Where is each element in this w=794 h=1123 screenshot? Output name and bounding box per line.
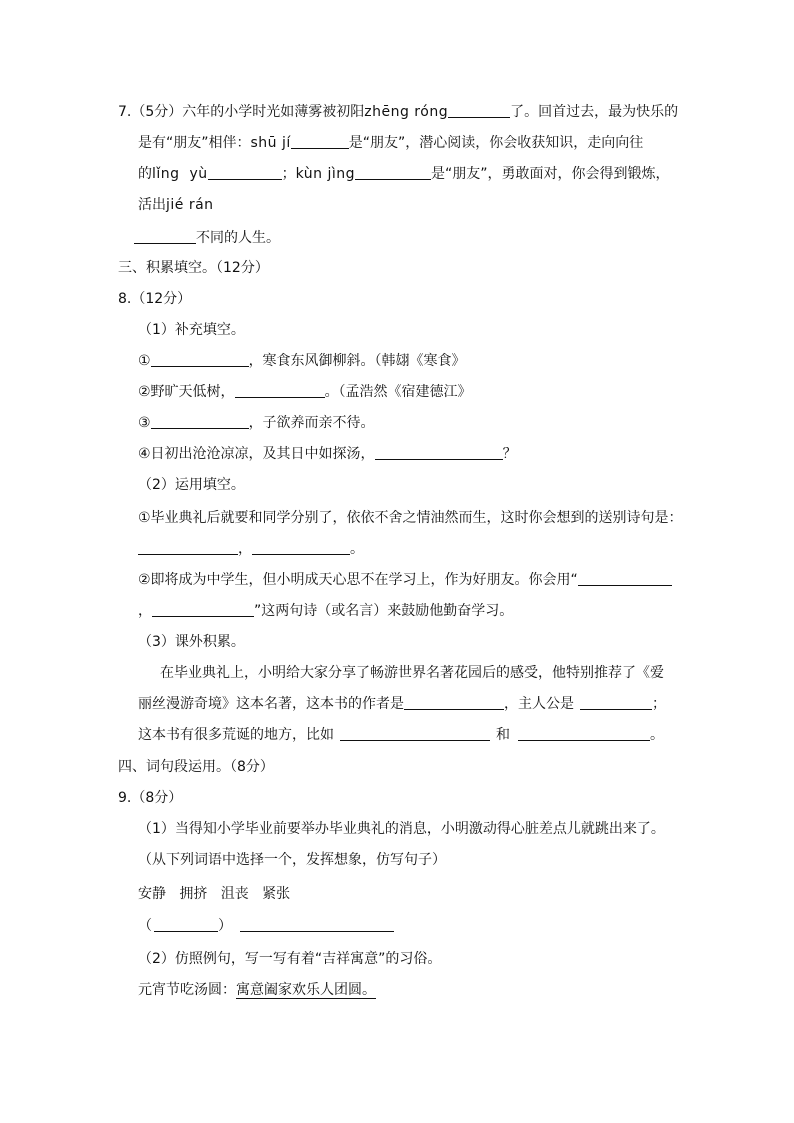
q8-part1-title: （1）补充填空。 xyxy=(138,322,245,338)
q9-paren-open: （ xyxy=(138,918,152,934)
q8-part1-item1 xyxy=(138,351,466,371)
q8-part3-para2 xyxy=(138,694,666,714)
q8-part3-para2c: ； xyxy=(652,696,666,712)
q9-part2-text: （2）仿照例句，写一写有着“吉祥寓意”的习俗。 xyxy=(138,951,442,967)
q7-line1-prefix: 7.（5分）六年的小学时光如薄雾被初阳 xyxy=(118,104,365,120)
q8-item3-text: ，子欲养而亲不待。 xyxy=(248,415,375,431)
q9-part1-instruction: （从下列词语中选择一个，发挥想象，仿写句子） xyxy=(138,852,446,868)
q7-blank-3[interactable] xyxy=(208,165,282,180)
q8-part3-para2a: 丽丝漫游奇境》这本名著，这本书的作者是 xyxy=(138,696,404,712)
q7-blank-4[interactable] xyxy=(355,165,431,180)
section3-title: 三、积累填空。（12分） xyxy=(118,260,269,276)
q8-part2-item1-end: 。 xyxy=(350,541,364,557)
q9-paren-close: ） xyxy=(218,918,232,934)
q8-item2-text1: ②野旷天低树， xyxy=(138,384,235,400)
q7-line3-suffix: 是“朋友”，勇敢面对，你会得到锻炼， xyxy=(431,166,670,182)
section4-title: 四、词句段运用。（8分） xyxy=(118,759,274,775)
q8-part3-para3b: 和 xyxy=(496,727,510,743)
q7-pinyin-kunjing: kùn jìng xyxy=(295,166,356,182)
q8-item2-text2: 。（孟浩然《宿建德江》 xyxy=(324,384,472,400)
q7-line4-text: 活出 xyxy=(138,197,166,213)
q7-pinyin-zhengrong: zhēng róng xyxy=(364,104,449,120)
q8-header: 8.（12分） xyxy=(118,291,192,307)
q9-word-4: 紧张 xyxy=(262,886,291,902)
q8-part1-item2 xyxy=(138,382,472,402)
q8-part2-item2-end: ”这两句诗（或名言）来鼓励他勤奋学习。 xyxy=(254,603,514,619)
q8-part3-title: （3）课外积累。 xyxy=(138,634,245,650)
q9-sentence-blank[interactable] xyxy=(240,917,394,932)
q8-part3-blank-example1[interactable] xyxy=(340,726,490,741)
q7-line5 xyxy=(134,228,280,248)
q8-item1-text: ，寒食东风御柳斜。（韩翃《寒食》 xyxy=(248,353,466,369)
q8-item1-num: ① xyxy=(138,353,151,369)
q8-part3-para3 xyxy=(138,725,664,745)
q8-part3-blank-author[interactable] xyxy=(404,695,504,710)
q7-blank-5[interactable] xyxy=(134,229,196,244)
q7-line3-prefix: 的 xyxy=(138,166,152,182)
q9-word-blank[interactable] xyxy=(154,917,218,932)
q8-part2-item2 xyxy=(138,570,672,590)
q8-part2-blank-1[interactable] xyxy=(138,540,238,555)
q8-part1-item3 xyxy=(138,413,375,433)
q7-line3 xyxy=(138,164,670,184)
q8-item4-text1: ④日初出沧沧凉凉，及其日中如探汤， xyxy=(138,446,375,462)
q7-pinyin-jieran: jié rán xyxy=(166,197,214,213)
q9-example-answer: 寓意阖家欢乐人团圆。 xyxy=(236,982,376,998)
q7-line2 xyxy=(138,133,643,153)
q8-item2-blank[interactable] xyxy=(235,383,325,398)
q8-item4-blank[interactable] xyxy=(375,445,503,460)
q8-part2-blank-2[interactable] xyxy=(252,540,350,555)
q8-part2-title: （2）运用填空。 xyxy=(138,477,245,493)
q8-part1-item4 xyxy=(138,444,517,464)
q9-answer-line xyxy=(138,916,394,936)
q7-blank-2[interactable] xyxy=(291,134,349,149)
q8-item4-text2: ？ xyxy=(502,446,517,462)
q8-part2-item1-sep: ， xyxy=(238,541,252,557)
q7-pinyin-lingyu: lǐng yù xyxy=(152,166,208,182)
q9-part2-example xyxy=(138,980,376,1000)
q7-line5-suffix: 不同的人生。 xyxy=(196,230,280,246)
q9-header: 9.（8分） xyxy=(118,790,183,806)
q9-example-label: 元宵节吃汤圆： xyxy=(138,982,236,998)
q8-part2-blank-4[interactable] xyxy=(152,602,254,617)
q9-word-1: 安静 xyxy=(138,886,166,902)
q8-part3-blank-protagonist[interactable] xyxy=(580,695,652,710)
q8-item1-blank[interactable] xyxy=(151,352,249,367)
q9-word-2: 拥挤 xyxy=(179,886,208,902)
q8-part2-item1-answers xyxy=(138,539,364,559)
q8-item3-blank[interactable] xyxy=(151,414,249,429)
q8-part2-item2-cont xyxy=(138,601,513,621)
q8-part2-item2-text: ②即将成为中学生，但小明成天心思不在学习上，作为好朋友。你会用“ xyxy=(138,572,578,588)
q9-word-3: 沮丧 xyxy=(220,886,249,902)
q8-part2-item2-lead: ， xyxy=(138,603,152,619)
q8-part2-blank-3[interactable] xyxy=(578,571,672,586)
q7-line2-prefix: 是有“朋友”相伴： xyxy=(138,135,251,151)
q8-part3-para3a: 这本书有很多荒诞的地方，比如 xyxy=(138,727,334,743)
q8-part3-para1: 在毕业典礼上，小明给大家分享了畅游世界名著花园后的感受，他特别推荐了《爱 xyxy=(160,665,664,681)
q7-line1-suffix: 了。回首过去，最为快乐的 xyxy=(510,104,679,120)
q8-item3-num: ③ xyxy=(138,415,151,431)
q8-part3-para3c: 。 xyxy=(650,727,664,743)
q7-blank-1[interactable] xyxy=(448,103,510,118)
q8-part3-blank-example2[interactable] xyxy=(518,726,650,741)
q9-part1-text: （1）当得知小学毕业前要举办毕业典礼的消息，小明激动得心脏差点儿就跳出来了。 xyxy=(138,821,665,837)
q7-pinyin-shuji: shū jí xyxy=(250,135,291,151)
q8-part2-item1: ①毕业典礼后就要和同学分别了，依依不舍之情油然而生，这时你会想到的送别诗句是： xyxy=(138,510,683,526)
q7-line4 xyxy=(138,195,214,215)
q7-line3-sep: ； xyxy=(281,166,296,182)
q8-part3-para2b: ，主人公是 xyxy=(504,696,574,712)
q7-line2-suffix: 是“朋友”，潜心阅读，你会收获知识，走向向往 xyxy=(348,135,644,151)
q9-word-list xyxy=(138,884,290,904)
q7-line1 xyxy=(118,102,678,122)
